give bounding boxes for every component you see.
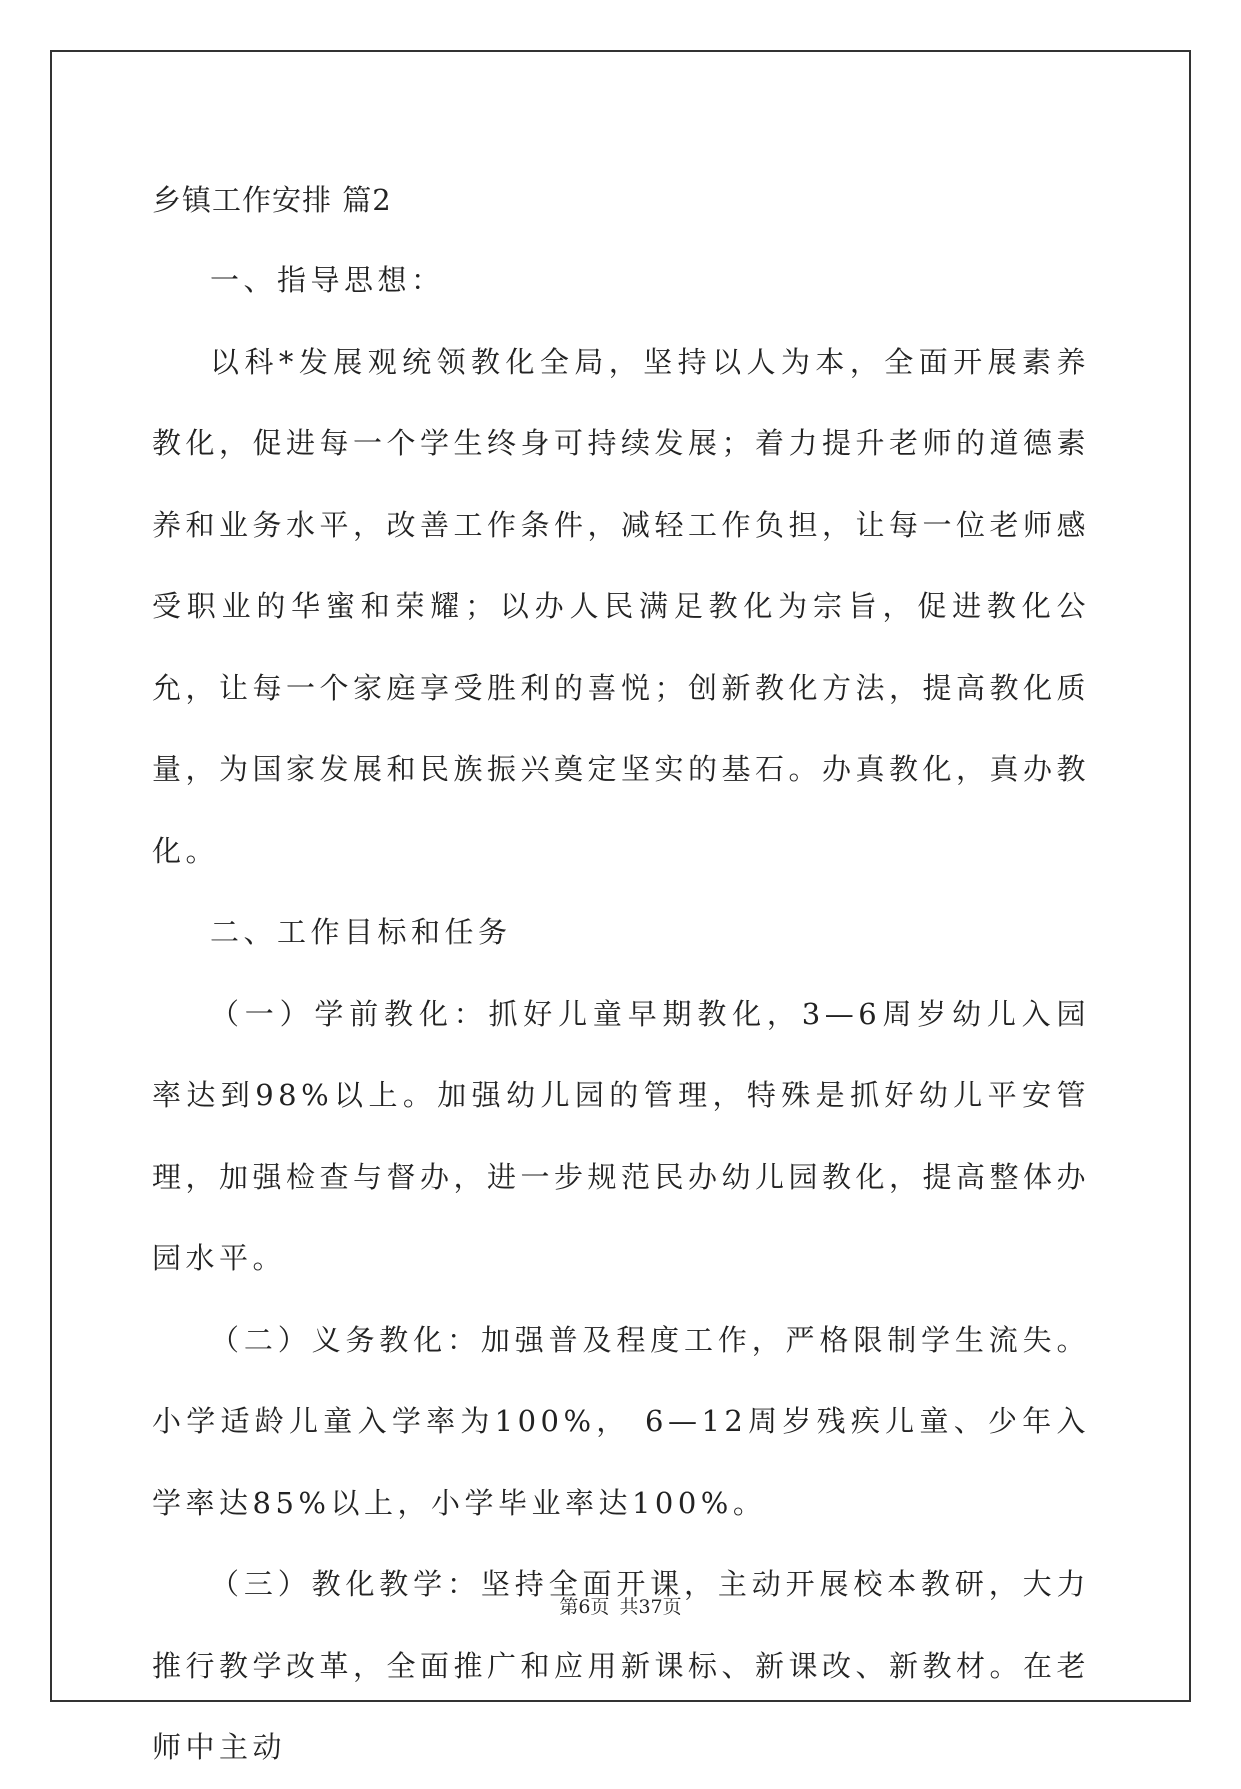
section-heading-guiding-ideology: 一、指导思想： [210,263,445,297]
paragraph-teaching: （三）教化教学：坚持全面开课，主动开展校本教研，大力推行教学改革，全面推广和应用新课标、新课改、新教材。在老师中主动 [152,1567,1091,1764]
document-title: 乡镇工作安排 篇2 [152,183,392,217]
document-body [152,160,1090,1789]
page-footer [0,1592,1241,1619]
paragraph-preschool-education: （一）学前教化：抓好儿童早期教化，3—6周岁幼儿入园率达到98%以上。加强幼儿园的管理，特殊是抓好幼儿平安管理，加强检查与督办，进一步规范民办幼儿园教化，提高整体办园水平。 [152,996,1091,1275]
paragraph-compulsory-education: （二）义务教化：加强普及程度工作，严格限制学生流失。小学适龄儿童入学率为100%， 6—12周岁残疾儿童、少年入学率达85%以上，小学毕业率达100%。 [152,1322,1090,1520]
page-number: 第6页 [559,1596,610,1618]
paragraph-guiding-ideology: 以科*发展观统领教化全局，坚持以人为本，全面开展素养教化，促进每一个学生终身可持续发展；着力提升老师的道德素养和业务水平，改善工作条件，减轻工作负担，让每一位老师感受职业的华蜜和荣耀；以办人民满足教化为宗旨，促进教化公允，让每一个家庭享受胜利的喜悦；创新教化方法，提高教化质量，为国家发展和民族振兴奠定坚实的基石。办真教化，真办教化。 [152,344,1091,868]
total-pages: 共37页 [619,1596,682,1618]
section-heading-goals-tasks: 二、工作目标和任务 [210,915,512,949]
